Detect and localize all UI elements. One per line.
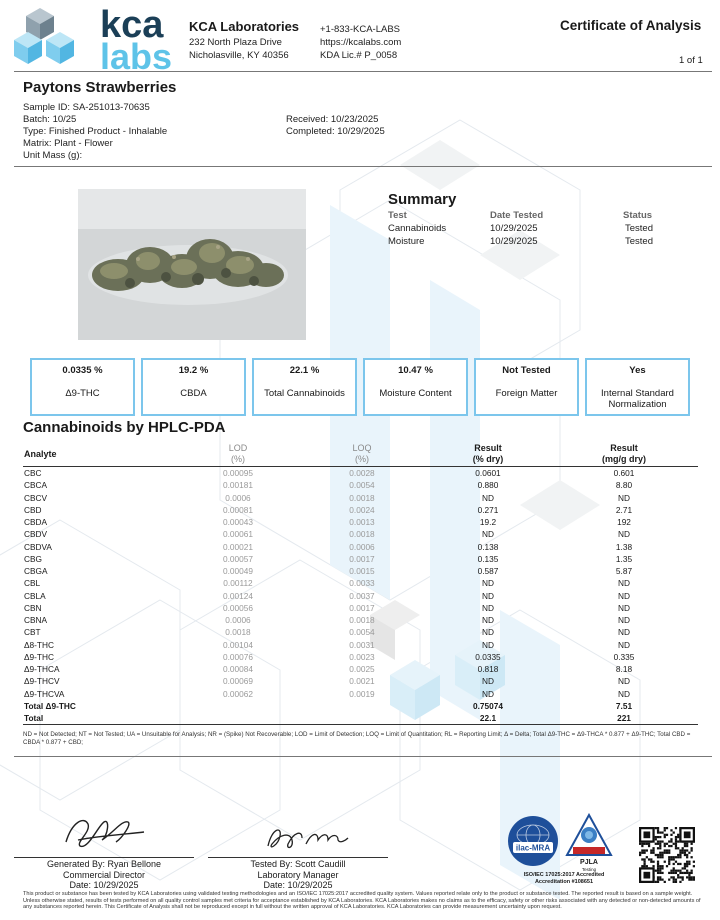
cell-lod: 0.00081: [223, 504, 253, 515]
cell-result-mg: ND: [618, 688, 630, 699]
col-header-loq-label: LOQ: [352, 443, 372, 453]
cell-result-mg: ND: [618, 492, 630, 503]
pjla-sub-text: Testing: [581, 867, 597, 872]
cannabis-flower-image: [78, 189, 306, 340]
col-header-result-pct-unit: (% dry): [472, 454, 504, 464]
cell-lod: 0.00069: [223, 676, 253, 687]
table-row: [23, 602, 698, 614]
cell-result-pct: ND: [482, 615, 494, 625]
table-bottom-rule: [23, 724, 698, 725]
batch: Batch: 10/25: [23, 114, 77, 125]
product-photo: [78, 189, 306, 340]
cell-lod: 0.00095: [223, 468, 253, 478]
cell-result-mg: 221: [617, 713, 631, 723]
cell-analyte: CBDA: [24, 517, 48, 527]
cell-lod: 0.0006: [225, 615, 251, 625]
qr-code-graphic: [639, 827, 695, 883]
table-row: [23, 565, 698, 577]
highlight-box-foreign-matter: [474, 358, 579, 416]
col-header-result-pct-label: Result: [474, 443, 502, 453]
cell-loq: 0.0019: [349, 688, 375, 699]
table-row: [23, 504, 698, 516]
table-total-row: [23, 712, 698, 724]
accreditation-text: [504, 872, 624, 886]
cell-loq: 0.0028: [349, 468, 375, 478]
cell-result-mg: 0.335: [613, 651, 635, 662]
cell-result-pct: ND: [482, 676, 494, 687]
cell-result-mg: 2.71: [615, 504, 633, 515]
cell-loq: 0.0031: [349, 639, 375, 650]
website-link[interactable]: https://kcalabs.com: [320, 37, 402, 48]
cell-lod: 0.00049: [223, 566, 253, 576]
cell-result-mg: ND: [618, 578, 630, 589]
cell-result-mg: ND: [618, 627, 630, 638]
highlight-value: 22.1 %: [289, 365, 320, 376]
cell-result-pct: 19.2: [479, 517, 497, 527]
sample-info: [23, 102, 167, 162]
cell-result-pct: ND: [482, 639, 494, 650]
table-total-row: [23, 700, 698, 712]
iso-accreditation: ISO/IEC 17025:2017 Accredited: [523, 872, 605, 878]
signature-ryan-bellone: [58, 812, 148, 854]
dates-info: [286, 114, 385, 138]
table-row: [23, 675, 698, 687]
cell-result-pct: 0.138: [477, 541, 499, 552]
cell-result-mg: ND: [618, 676, 630, 687]
cell-analyte: CBC: [24, 468, 42, 478]
table-body: [23, 467, 698, 727]
cell-loq: 0.0015: [349, 566, 375, 576]
cell-analyte: Total Δ9-THC: [24, 700, 76, 711]
cell-lod: 0.00061: [223, 529, 253, 540]
sample-divider: [14, 166, 712, 167]
highlight-label: Foreign Matter: [495, 388, 558, 399]
summary-test-status: Tested: [625, 236, 653, 247]
cell-analyte: Δ9-THCA: [24, 664, 60, 674]
col-header-result-mg-label: Result: [610, 443, 638, 453]
logo-kca-text: kca: [100, 4, 164, 46]
table-row: [23, 626, 698, 638]
col-header-result-pct: [453, 443, 523, 465]
document-title: Certificate of Analysis: [560, 18, 702, 33]
signature-date: Date: 10/29/2025: [263, 880, 333, 890]
table-row: [23, 688, 698, 700]
highlight-label: Δ9-THC: [65, 388, 100, 399]
cell-result-pct: ND: [482, 602, 494, 613]
company-name: KCA Laboratories: [189, 19, 300, 34]
signature-role: Commercial Director: [62, 869, 145, 880]
signature-role: Laboratory Manager: [257, 869, 339, 880]
col-header-lod-label: LOD: [228, 443, 248, 453]
summary-test-date: 10/29/2025: [490, 236, 538, 247]
disclaimer-text: This product or substance has been tested by KCA Laboratories using validated testing methodologies and an ISO/IEC 17025:2017 accredited quality system. Values reported relate only to the product or substance tested. The reported result is based on a sample weight. Unless otherwise stated, results of tests performed on all quality control samples met criteria for acceptance established by KCA Laboratories. KCA Laboratories makes no claims as to the efficacy, safety or other risks associated with any detected or non-detected amounts of any substances reported herein. This Certificate of Analysis shall not be reproduced except in full without the written approval of KCA Laboratories. KCA Laboratories can provide measurement uncertainty upon request.: [23, 891, 701, 911]
cell-loq: 0.0054: [349, 627, 375, 638]
col-header-result-mg-unit: (mg/g dry): [602, 454, 646, 464]
cell-loq: 0.0033: [349, 578, 375, 589]
highlight-value: Not Tested: [502, 365, 551, 376]
cell-analyte: CBLA: [24, 590, 46, 601]
cell-result-mg: ND: [618, 639, 630, 650]
cell-result-pct: 22.1: [479, 713, 497, 723]
cell-result-pct: 0.135: [477, 553, 499, 564]
cell-lod: 0.00057: [223, 553, 253, 564]
cell-analyte: Δ8-THC: [24, 639, 54, 650]
cell-result-mg: ND: [618, 602, 630, 613]
cell-analyte: CBG: [24, 553, 42, 564]
cell-loq: 0.0037: [349, 590, 375, 601]
cell-loq: 0.0023: [349, 651, 375, 662]
highlight-value: Yes: [629, 365, 646, 376]
summary-test-status: Tested: [625, 223, 653, 234]
table-footnote: ND = Not Detected; NT = Not Tested; UA = Unsuitable for Analysis; NR = (Spike) Not Recoverable; LOD = Limit of Detection; LOQ = Limit of Quantitation; RL = Reporting Limit; Δ = Delta; Total Δ9-THC = Δ9-THCA * 0.877 + Δ9-THC; Total CBD = CBDA * 0.877 + CBD;: [23, 731, 691, 746]
table-row: [23, 614, 698, 626]
cell-result-pct: 0.0335: [475, 651, 501, 662]
cell-lod: 0.00112: [223, 578, 253, 589]
cell-result-mg: 5.87: [615, 566, 633, 576]
cell-lod: 0.0018: [225, 627, 251, 638]
phone-number: +1-833-KCA-LABS: [320, 24, 400, 35]
table-row: [23, 528, 698, 540]
highlight-label: Moisture Content: [379, 388, 452, 399]
table-row: [23, 553, 698, 565]
cell-lod: 0.00084: [223, 664, 253, 674]
product-name: Paytons Strawberries: [23, 79, 177, 96]
cell-result-pct: ND: [482, 688, 494, 699]
signature-block-tested: [208, 859, 388, 891]
cell-analyte: Δ9-THCV: [24, 676, 60, 687]
address-line-2: Nicholasville, KY 40356: [189, 50, 289, 61]
cell-result-mg: 8.18: [615, 664, 633, 674]
table-row: [23, 467, 698, 479]
cell-loq: 0.0025: [349, 664, 375, 674]
summary-header-date: Date Tested: [490, 210, 544, 221]
ilac-mra-logo: [507, 815, 559, 867]
col-header-lod-unit: (%): [231, 454, 245, 464]
cell-lod: 0.0006: [225, 492, 251, 503]
cell-result-pct: ND: [482, 627, 494, 638]
highlight-box-cbda: [141, 358, 246, 416]
logo-labs-text: labs: [100, 36, 173, 77]
cell-analyte: CBNA: [24, 615, 48, 625]
sample-type: Type: Finished Product - Inhalable: [23, 126, 168, 137]
matrix: Matrix: Plant - Flower: [23, 138, 113, 149]
header-divider: [14, 71, 712, 72]
cell-lod: 0.00056: [223, 602, 253, 613]
cell-analyte: CBGA: [24, 566, 48, 576]
cell-lod: 0.00021: [223, 541, 253, 552]
cell-analyte: CBN: [24, 602, 42, 613]
kca-labs-logo: [12, 4, 182, 77]
cell-lod: 0.00181: [223, 480, 253, 491]
summary-test-name: Cannabinoids: [388, 223, 447, 234]
cell-analyte: CBCV: [24, 492, 48, 503]
cell-result-mg: 1.38: [615, 541, 633, 552]
cell-result-mg: 8.80: [615, 480, 633, 491]
table-row: [23, 492, 698, 504]
cube-logo-icon: [12, 6, 102, 70]
page-number: 1 of 1: [679, 55, 703, 66]
cell-result-pct: 0.818: [477, 664, 499, 674]
signature-name: Tested By: Scott Caudill: [250, 859, 346, 869]
cell-loq: 0.0054: [349, 480, 375, 491]
cell-lod: 0.00062: [223, 688, 253, 699]
cell-result-pct: ND: [482, 492, 494, 503]
cell-loq: 0.0021: [349, 676, 375, 687]
cell-loq: 0.0018: [349, 529, 375, 540]
cell-result-mg: ND: [618, 615, 630, 625]
cell-result-pct: 0.587: [477, 566, 499, 576]
signature-name: Generated By: Ryan Bellone: [46, 859, 162, 869]
cell-analyte: Δ9-THC: [24, 651, 54, 662]
signature-line: [14, 857, 194, 858]
sample-id: Sample ID: SA-251013-70635: [23, 102, 150, 113]
cell-result-pct: 0.271: [477, 504, 499, 515]
table-row: [23, 663, 698, 675]
cell-analyte: CBD: [24, 504, 42, 515]
summary-header-test: Test: [388, 210, 407, 221]
highlight-label: CBDA: [180, 388, 207, 399]
cell-loq: 0.0017: [349, 602, 375, 613]
col-header-loq: [327, 443, 397, 465]
table-row: [23, 577, 698, 589]
highlight-box-thc: [30, 358, 135, 416]
cell-result-mg: ND: [618, 590, 630, 601]
summary-header-status: Status: [623, 210, 653, 221]
col-header-analyte: Analyte: [24, 449, 57, 459]
footnote-divider: [14, 756, 712, 757]
cell-analyte: CBT: [24, 627, 41, 638]
cell-analyte: CBDV: [24, 529, 48, 540]
signature-date: Date: 10/29/2025: [69, 880, 139, 890]
highlight-box-total-cannabinoids: [252, 358, 357, 416]
cannabinoids-section-title: Cannabinoids by HPLC-PDA: [23, 419, 226, 436]
cell-loq: 0.0013: [349, 517, 375, 527]
table-row: [23, 516, 698, 528]
ilac-mra-text: ilac-MRA: [515, 843, 551, 853]
cell-loq: 0.0006: [349, 541, 375, 552]
pjla-text: PJLA: [580, 859, 598, 866]
license-number: KDA Lic.# P_0058: [320, 50, 398, 61]
unit-mass: Unit Mass (g):: [23, 150, 83, 161]
cell-result-pct: 0.75074: [473, 700, 503, 711]
cell-lod: 0.00104: [223, 639, 253, 650]
cell-loq: 0.0018: [349, 615, 375, 625]
highlight-value: 19.2 %: [178, 365, 209, 376]
table-row: [23, 639, 698, 651]
col-header-result-mg: [589, 443, 659, 465]
cell-result-mg: 7.51: [615, 700, 633, 711]
table-row: [23, 479, 698, 491]
highlight-value: 10.47 %: [398, 365, 433, 376]
table-row: [23, 651, 698, 663]
cell-result-pct: 0.0601: [475, 468, 501, 478]
cell-result-pct: ND: [482, 529, 494, 540]
summary-test-name: Moisture: [388, 236, 425, 247]
cell-result-pct: ND: [482, 590, 494, 601]
cell-result-mg: ND: [618, 529, 630, 540]
cell-loq: 0.0024: [349, 504, 375, 515]
highlight-value: 0.0335 %: [62, 365, 103, 376]
signature-scott-caudill: [262, 822, 352, 856]
cell-result-pct: 0.880: [477, 480, 499, 491]
completed-date: Completed: 10/29/2025: [286, 126, 385, 137]
cell-lod: 0.00076: [223, 651, 253, 662]
highlight-label: Total Cannabinoids: [264, 388, 345, 399]
cell-result-mg: 192: [617, 517, 631, 527]
signature-block-generated: [14, 859, 194, 891]
address-line-1: 232 North Plaza Drive: [189, 37, 282, 48]
cell-analyte: CBCA: [24, 480, 48, 491]
accreditation-number: Accreditation #108651: [534, 879, 594, 885]
highlight-label: Internal Standard Normalization: [601, 388, 674, 410]
cell-analyte: Δ9-THCVA: [24, 688, 65, 699]
received-date: Received: 10/23/2025: [286, 114, 379, 125]
cell-analyte: CBL: [24, 578, 41, 589]
cell-analyte: CBDVA: [24, 541, 52, 552]
cell-result-mg: 0.601: [613, 468, 635, 478]
col-header-loq-unit: (%): [355, 454, 369, 464]
cell-analyte: Total: [24, 713, 44, 723]
col-header-lod: [203, 443, 273, 465]
summary-title: Summary: [388, 191, 457, 208]
highlight-box-normalization: [585, 358, 690, 416]
table-row: [23, 541, 698, 553]
table-row: [23, 590, 698, 602]
cell-result-mg: 1.35: [615, 553, 633, 564]
summary-test-date: 10/29/2025: [490, 223, 538, 234]
cell-loq: 0.0017: [349, 553, 375, 564]
qr-code-icon[interactable]: [639, 827, 695, 883]
cell-lod: 0.00124: [223, 590, 253, 601]
pjla-logo: [565, 813, 613, 873]
highlight-box-moisture: [363, 358, 468, 416]
cell-lod: 0.00043: [223, 517, 253, 527]
cell-result-pct: ND: [482, 578, 494, 589]
signature-line: [208, 857, 388, 858]
cell-loq: 0.0018: [349, 492, 375, 503]
